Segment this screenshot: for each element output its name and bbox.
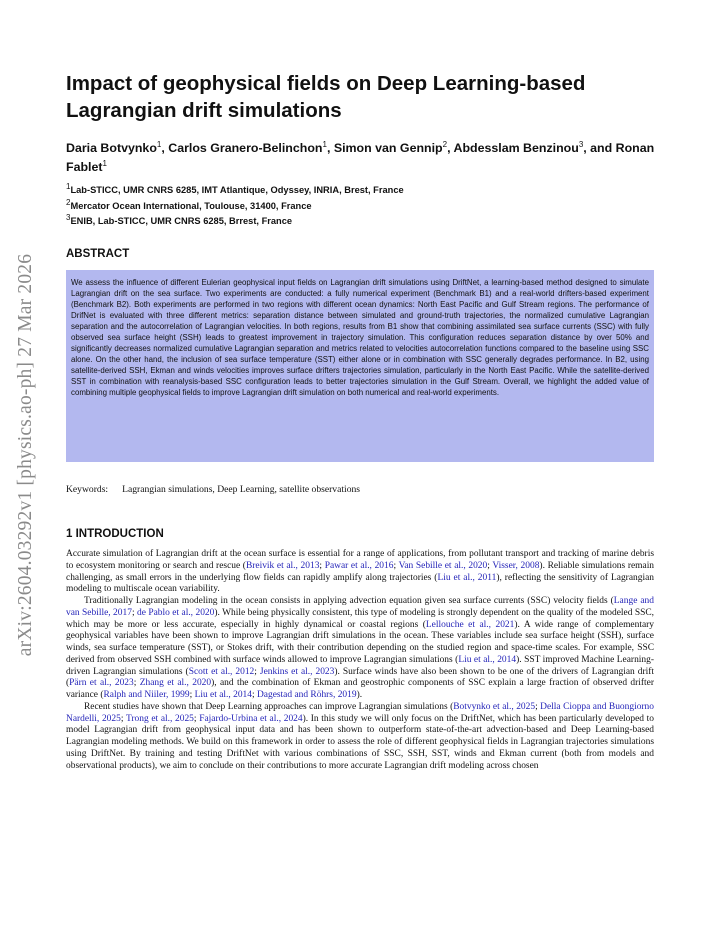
body-text-segment: Accurate simulation of Lagrangian drift at the ocean surface is essential for a range of applications, from pollutant transport and tracking of marine debris to ecosystem monitoring or search and rescue ( — [66, 549, 654, 571]
citation-link[interactable]: Trong et al., 2025 — [125, 713, 194, 724]
citation-link[interactable]: Pärn et al., 2023 — [69, 678, 134, 689]
citation-link[interactable]: Dagestad and Röhrs, 2019 — [256, 690, 357, 700]
body-paragraph — [66, 549, 654, 596]
author-separator: , — [326, 141, 334, 156]
citation-link[interactable]: Liu et al., 2014 — [194, 690, 252, 700]
abstract-text: We assess the influence of different Eulerian geophysical input fields on Lagrangian drift simulations using DriftNet, a learning-based method designed to simulate Lagrangian drift on the sea surface. Two experiments are conducted: a fully numerical experiment (Benchmark B1) and a real-world drifters-based experiment (Benchmark B2). Both experiments are performed in two regions with different ocean dynamics: North East Pacific and Gulf Stream regions. The performance of DrifNet is evaluated with three different metrics: separation distance between simulated and ground-truth trajectories, the normalized cumulative Lagrangian separation and the autocorrelation of Lagrangian velocities. In both regions, results from B1 show that combining assimilated sea surface currents (SSC) with fully observed sea surface height (SSH) leads to greatest improvement in trajectory simulation. This configuration reduces separation distance by over 50% and significantly decreases normalized cumulative Lagrangian separation and metrics related to velocities autocorrelation functions compared to the baseline using SSC alone. On the other hand, the inclusion of sea surface temperature (SST) either alone or in combination with SSC generally degrades performance. In B2, using satellite-derived SSH, Ekman and winds velocities improves surface drifters trajectories simulation, particularly in the North East Pacific. While the satellite-derived SST in combination with reanalysis-based SSC configuration leads to better trajectories simulation in the Gulf Stream. Overall, we highlight the added value of combining multiple geophysical fields to improve Lagrangian drift simulation on both numerical and real-world experiments. — [71, 278, 649, 397]
body-text-segment: ; — [535, 701, 541, 712]
citation-link[interactable]: Fajardo-Urbina et al., 2024 — [199, 713, 303, 724]
author-name: Ronan Fablet — [66, 141, 655, 175]
citation-link[interactable]: Scott et al., 2012 — [188, 666, 255, 677]
affiliation-list — [66, 181, 656, 228]
citation-link[interactable]: Della Cioppa and Buongiorno Nardelli, 2025 — [66, 701, 654, 724]
body-paragraph — [66, 702, 654, 773]
citation-link[interactable]: Liu et al., 2011 — [437, 572, 497, 583]
body-text-segment: ), reflecting the sensitivity of Lagrangian modeling to multiscale ocean variability. — [66, 572, 654, 595]
body-text-segment: ). Surface winds have also been shown to be one of the drivers of Lagrangian drift ( — [66, 666, 655, 689]
citation-link[interactable]: Zhang et al., 2020 — [139, 678, 212, 689]
author-separator: , and — [583, 141, 616, 156]
author-affiliation-mark: 1 — [102, 159, 107, 169]
citation-link[interactable]: Ralph and Niiler, 1999 — [103, 690, 190, 700]
author-affiliation-mark: 1 — [156, 140, 162, 149]
keywords-text: Lagrangian simulations, Deep Learning, satellite observations — [122, 484, 361, 495]
body-text-segment: ; — [120, 713, 126, 724]
arxiv-identifier: arXiv:2604.03292v1 [physics.ao-ph] 27 Mar 2026 — [15, 253, 37, 657]
author-name: Carlos Granero-Belinchon — [168, 141, 323, 156]
affiliation-line — [66, 197, 656, 213]
keywords-line — [66, 484, 360, 495]
affiliation-line — [66, 181, 656, 197]
body-text-segment: ). SST improved Machine Learning-driven Lagrangian simulations ( — [66, 654, 654, 677]
author-affiliation-mark: 3 — [578, 140, 584, 149]
author-name: Simon van Gennip — [333, 141, 443, 156]
body-text-segment: ). A wide range of complementary geophysical variables have been shown to improve Lagrangian drift simulations in the ocean. These variables include sea surface height (SSH), surface winds, sea surface temperature (SST), or Stokes drift, with their contribution depending on the studied region and space-time scales. For example, SSC derived from observed SSH combined with surface winds allowed to improve Lagrangian simulations ( — [66, 619, 654, 665]
citation-link[interactable]: Breivik et al., 2013 — [245, 560, 320, 571]
paper-title: Impact of geophysical fields on Deep Learning-based Lagrangian drift simulations — [66, 72, 586, 122]
author-name: Abdesslam Benzinou — [453, 141, 579, 156]
body-text-segment: ; — [133, 678, 140, 689]
affiliation-text: Lab-STICC, UMR CNRS 6285, IMT Atlantique, Odyssey, INRIA, Brest, France — [70, 185, 404, 196]
body-text-segment: ). In this study we will only focus on the DriftNet, which has been particularly developed to model Lagrangian drift from geophysical input data and has been shown to outperform state-of-the-art advection-based and Deep Learning-based Lagrangian modeling methods. We build on this framework in order to assess the role of different geophysical fields in Lagrangian trajectories simulations using DriftNet. By training and testing DriftNet with various combinations of SSC, SSH, SST, winds and Ekman current (both from models and observational products), we aim to conclude on their contributions to more accurate Lagrangian drift modeling across chosen — [66, 713, 655, 771]
citation-link[interactable]: Van Sebille et al., 2020 — [398, 560, 488, 571]
affiliation-text: Mercator Ocean International, Toulouse, 31400, France — [70, 200, 312, 211]
affiliation-text: ENIB, Lab-STICC, UMR CNRS 6285, Brrest, France — [70, 216, 293, 227]
section-heading-introduction: 1 INTRODUCTION — [66, 528, 164, 540]
affiliation-mark: 3 — [66, 213, 71, 223]
citation-link[interactable]: Lange and van Sebille, 2017 — [66, 596, 654, 618]
body-text-segment: ; — [193, 713, 200, 724]
body-text-segment: ). Reliable simulations remain challenging, as small errors in the underlying flow fields can rapidly amplify along trajectories ( — [66, 560, 655, 583]
citation-link[interactable]: Botvynko et al., 2025 — [453, 701, 536, 712]
citation-link[interactable]: Jenkins et al., 2023 — [259, 666, 335, 677]
citation-link[interactable]: Visser, 2008 — [492, 560, 540, 571]
body-paragraph — [66, 596, 654, 702]
author-affiliation-mark: 2 — [442, 140, 448, 149]
body-text-segment: Traditionally Lagrangian modeling in the ocean consists in applying advection equation given sea surface currents (SSC) velocity fields ( — [84, 596, 614, 606]
author-list — [66, 137, 656, 175]
body-text-segment: ), and the combination of Ekman and geostrophic components of SSC explain a large fraction of observed drifter variance ( — [66, 678, 655, 700]
abstract-heading: ABSTRACT — [66, 248, 130, 260]
author-name: Daria Botvynko — [66, 141, 157, 156]
citation-link[interactable]: Liu et al., 2014 — [458, 654, 517, 665]
body-text-segment: ). — [356, 690, 363, 700]
body-text-segment: ; — [319, 560, 325, 571]
citation-link[interactable]: de Pablo et al., 2020 — [137, 607, 215, 618]
body-text-segment: ; — [131, 607, 137, 618]
keywords-label: Keywords: — [66, 484, 109, 495]
arxiv-sidebar — [14, 225, 38, 685]
abstract-box — [66, 270, 654, 462]
body-text-segment: ; — [487, 560, 493, 571]
author-affiliation-mark: 1 — [322, 140, 327, 149]
affiliation-mark: 2 — [66, 197, 71, 207]
author-separator: , — [161, 141, 169, 156]
author-separator: , — [447, 141, 454, 156]
citation-link[interactable]: Lellouche et al., 2021 — [425, 619, 515, 630]
citation-link[interactable]: Pawar et al., 2016 — [324, 560, 394, 571]
body-text-segment: ; — [189, 690, 195, 700]
introduction-body — [66, 549, 654, 772]
body-text-segment: ; — [393, 560, 399, 571]
body-text-segment: ). While being physically consistent, this type of modeling is strongly dependent on the quality of the modeled SSC, which may be more or less accurate, especially in highly dynamical or coastal regions ( — [66, 607, 654, 630]
body-text-segment: ; — [254, 666, 260, 677]
body-text-segment: ; — [251, 690, 257, 700]
affiliation-line — [66, 212, 656, 228]
affiliation-mark: 1 — [66, 182, 71, 191]
body-text-segment: Recent studies have shown that Deep Learning approaches can improve Lagrangian simulations ( — [84, 701, 454, 712]
